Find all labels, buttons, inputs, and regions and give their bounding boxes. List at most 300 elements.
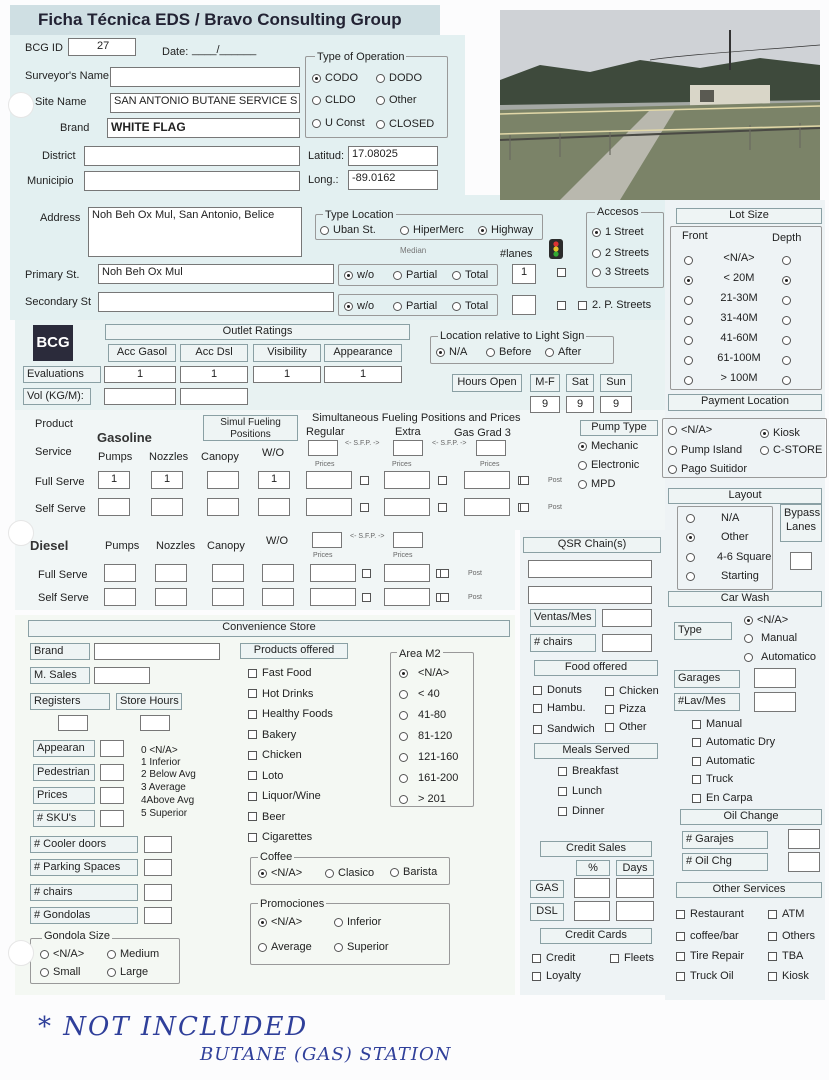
pedestrian-field[interactable] bbox=[100, 764, 124, 781]
appearance-field[interactable] bbox=[100, 740, 124, 757]
radio-icon bbox=[344, 302, 353, 311]
diesel-prices-2: Prices bbox=[393, 552, 413, 559]
lot-front-radio[interactable] bbox=[684, 294, 697, 306]
credit-gas-label: GAS bbox=[530, 880, 564, 898]
hours-mf: M-F bbox=[530, 374, 560, 392]
pump-mechanic[interactable]: Mechanic bbox=[578, 440, 638, 452]
lot-size-option: > 100M bbox=[720, 372, 758, 384]
primary-street-field[interactable]: Noh Beh Ox Mul bbox=[98, 264, 334, 284]
layout-other[interactable]: Other bbox=[686, 531, 749, 543]
diesel-wo-label: W/O bbox=[266, 535, 288, 547]
cw-check-carpa[interactable]: En Carpa bbox=[692, 792, 752, 804]
lot-depth-radio[interactable] bbox=[782, 334, 795, 346]
credit-dsl-label: DSL bbox=[530, 903, 564, 921]
radio-icon bbox=[258, 918, 267, 927]
gas-self-check[interactable] bbox=[360, 503, 369, 512]
access-1[interactable]: 1 Street bbox=[592, 226, 644, 238]
card-fleets[interactable]: Fleets bbox=[610, 952, 654, 964]
cw-na[interactable]: <N/A> bbox=[744, 614, 788, 626]
handwritten-note-1: * NOT INCLUDED bbox=[38, 1012, 309, 1042]
area-option-2[interactable]: 41-80 bbox=[399, 709, 446, 721]
svc-tire[interactable]: Tire Repair bbox=[676, 950, 744, 962]
gas-full-check[interactable] bbox=[438, 476, 447, 485]
area-title: Area M2 bbox=[399, 648, 441, 660]
svc-coffee[interactable]: coffee/bar bbox=[676, 930, 739, 942]
lot-front-radio[interactable] bbox=[684, 274, 697, 286]
food-chicken[interactable]: Chicken bbox=[605, 685, 659, 697]
area-option-5[interactable]: 161-200 bbox=[399, 772, 458, 784]
lot-front-radio[interactable] bbox=[684, 314, 697, 326]
checkbox-icon bbox=[692, 775, 701, 784]
lanes-field[interactable]: 1 bbox=[512, 264, 536, 284]
store-chairs-label: # chairs bbox=[30, 884, 138, 901]
layout-square[interactable]: 4-6 Square bbox=[686, 551, 771, 563]
gas-full-field[interactable]: 1 bbox=[151, 471, 183, 489]
radio-icon bbox=[592, 249, 601, 258]
lot-front-radio[interactable] bbox=[684, 254, 697, 266]
qsr-chairs-label: # chairs bbox=[530, 634, 596, 652]
gas-full-field[interactable] bbox=[207, 471, 239, 489]
gas-self-price[interactable] bbox=[384, 498, 430, 516]
checkbox-icon bbox=[248, 792, 257, 801]
coffee-clasico[interactable]: Clasico bbox=[325, 867, 374, 879]
diesel-full-field[interactable] bbox=[262, 564, 294, 582]
radio-icon bbox=[312, 119, 321, 128]
brand-field[interactable]: WHITE FLAG bbox=[107, 118, 300, 138]
food-other[interactable]: Other bbox=[605, 721, 647, 733]
coffee-na[interactable]: <N/A> bbox=[258, 867, 302, 879]
cw-auto[interactable]: Automatico bbox=[744, 651, 816, 663]
scale-2: 2 Below Avg bbox=[141, 769, 196, 780]
checkbox-icon bbox=[248, 689, 257, 698]
radio-icon bbox=[684, 336, 693, 345]
pump-electronic[interactable]: Electronic bbox=[578, 459, 639, 471]
lanes-field-2[interactable] bbox=[512, 295, 536, 315]
gondola-large[interactable]: Large bbox=[107, 966, 148, 978]
food-sandwich[interactable]: Sandwich bbox=[533, 723, 595, 735]
product-2[interactable]: Healthy Foods bbox=[248, 708, 333, 720]
checkbox-icon bbox=[676, 952, 685, 961]
service-label: Service bbox=[35, 446, 72, 458]
promo-inferior[interactable]: Inferior bbox=[334, 916, 381, 928]
meal-dinner[interactable]: Dinner bbox=[558, 805, 604, 817]
rating-col-gasol: Acc Gasol bbox=[108, 344, 176, 362]
msales-field[interactable] bbox=[94, 667, 150, 684]
diesel-full-price[interactable] bbox=[310, 564, 356, 582]
promo-superior[interactable]: Superior bbox=[334, 941, 389, 953]
two-streets-check-a[interactable] bbox=[557, 301, 566, 310]
lav-field[interactable] bbox=[754, 692, 796, 712]
m1-wo[interactable]: w/o bbox=[344, 269, 374, 281]
card-loyalty[interactable]: Loyalty bbox=[532, 970, 581, 982]
full-serve-label: Full Serve bbox=[35, 476, 85, 488]
op-dodo[interactable]: DODO bbox=[376, 72, 422, 84]
credit-gas-days[interactable] bbox=[616, 878, 654, 898]
post-check[interactable] bbox=[520, 476, 529, 485]
lot-depth-radio[interactable] bbox=[782, 274, 795, 286]
registers-field[interactable] bbox=[58, 715, 88, 731]
hours-sat: Sat bbox=[566, 374, 594, 392]
municipio-field[interactable] bbox=[84, 171, 300, 191]
radio-icon bbox=[40, 968, 49, 977]
rating-appearance-value[interactable]: 1 bbox=[324, 366, 402, 383]
secondary-street-field[interactable] bbox=[98, 292, 334, 312]
lot-depth-radio[interactable] bbox=[782, 374, 795, 386]
product-7[interactable]: Beer bbox=[248, 811, 285, 823]
area-option-1[interactable]: < 40 bbox=[399, 688, 440, 700]
loc-hipermerc[interactable]: HiperMerc bbox=[400, 224, 464, 236]
store-chairs-field[interactable] bbox=[144, 884, 172, 901]
diesel-self-field[interactable] bbox=[104, 588, 136, 606]
checkbox-icon bbox=[248, 669, 257, 678]
checkbox-icon bbox=[676, 932, 685, 941]
radio-icon bbox=[545, 348, 554, 357]
radio-icon bbox=[400, 226, 409, 235]
sfp-2: <- S.F.P. -> bbox=[432, 440, 467, 447]
secondary-street-label: Secondary St bbox=[25, 296, 92, 308]
store-brand-field[interactable] bbox=[94, 643, 220, 660]
appearance-label: Appearan bbox=[33, 740, 95, 757]
pump-mpd[interactable]: MPD bbox=[578, 478, 615, 490]
garages-field[interactable] bbox=[754, 668, 796, 688]
regular-label: Regular bbox=[306, 426, 345, 438]
m2-partial[interactable]: Partial bbox=[393, 300, 437, 312]
scale-1: 1 Inferior bbox=[141, 757, 181, 768]
grad3-label: Gas Grad 3 bbox=[454, 427, 511, 439]
hours-mf-value[interactable]: 9 bbox=[530, 396, 560, 413]
gondola-medium[interactable]: Medium bbox=[107, 948, 159, 960]
credit-pct: % bbox=[576, 860, 610, 876]
checkbox-icon bbox=[248, 812, 257, 821]
qsr-field-1[interactable] bbox=[528, 560, 652, 578]
radio-icon bbox=[782, 296, 791, 305]
bypass-lanes-label: Bypass Lanes bbox=[780, 504, 822, 542]
qsr-title: QSR Chain(s) bbox=[523, 537, 661, 553]
checkbox-icon bbox=[676, 972, 685, 981]
lot-depth-radio[interactable] bbox=[782, 254, 795, 266]
radio-icon bbox=[399, 732, 408, 741]
district-field[interactable] bbox=[84, 146, 300, 166]
promo-title: Promociones bbox=[260, 898, 325, 910]
svc-atm[interactable]: ATM bbox=[768, 908, 804, 920]
post-check[interactable] bbox=[440, 593, 449, 602]
gondola-na[interactable]: <N/A> bbox=[40, 948, 84, 960]
meal-lunch[interactable]: Lunch bbox=[558, 785, 602, 797]
area-option-6[interactable]: > 201 bbox=[399, 793, 446, 805]
area-option-3[interactable]: 81-120 bbox=[399, 730, 452, 742]
gas-full-price[interactable] bbox=[306, 471, 352, 489]
extra-label: Extra bbox=[395, 426, 421, 438]
primary-street-label: Primary St. bbox=[25, 269, 80, 281]
store-brand-label: Brand bbox=[30, 643, 90, 660]
radio-icon bbox=[684, 256, 693, 265]
radio-icon bbox=[760, 446, 769, 455]
canopy-label: Canopy bbox=[201, 451, 239, 463]
lot-front-radio[interactable] bbox=[684, 374, 697, 386]
cw-check-truck[interactable]: Truck bbox=[692, 773, 733, 785]
gas-self-price[interactable] bbox=[464, 498, 510, 516]
vol-gasol[interactable] bbox=[104, 388, 176, 405]
bcg-id-field[interactable]: 27 bbox=[68, 38, 136, 56]
garajes-label: # Garajes bbox=[682, 831, 768, 849]
layout-title: Layout bbox=[668, 488, 822, 504]
rating-gasol-value[interactable]: 1 bbox=[104, 366, 176, 383]
pay-pago[interactable]: Pago Suitidor bbox=[668, 463, 747, 475]
radio-icon bbox=[334, 943, 343, 952]
skus-field[interactable] bbox=[100, 810, 124, 827]
pay-pump-island[interactable]: Pump Island bbox=[668, 444, 742, 456]
radio-icon bbox=[744, 616, 753, 625]
loc-urban[interactable]: Uban St. bbox=[320, 224, 376, 236]
area-option-4[interactable]: 121-160 bbox=[399, 751, 458, 763]
op-closed[interactable]: CLOSED bbox=[376, 118, 434, 130]
pay-kiosk[interactable]: Kiosk bbox=[760, 427, 800, 439]
diesel-full-price[interactable] bbox=[384, 564, 430, 582]
radio-icon bbox=[393, 271, 402, 280]
pay-cstore[interactable]: C-STORE bbox=[760, 444, 822, 456]
radio-icon bbox=[436, 348, 445, 357]
store-hours-field[interactable] bbox=[140, 715, 170, 731]
cooler-label: # Cooler doors bbox=[30, 836, 138, 853]
gas-self-field[interactable] bbox=[207, 498, 239, 516]
gasoline-label: Gasoline bbox=[97, 430, 152, 445]
longitude-field[interactable]: -89.0162 bbox=[348, 170, 438, 190]
oil-title: Oil Change bbox=[680, 809, 822, 825]
credit-dsl-pct[interactable] bbox=[574, 901, 610, 921]
location-title: Type Location bbox=[325, 209, 394, 221]
vol-dsl[interactable] bbox=[180, 388, 248, 405]
sign-before[interactable]: Before bbox=[486, 346, 531, 358]
access-2[interactable]: 2 Streets bbox=[592, 247, 649, 259]
gas-full-check[interactable] bbox=[360, 476, 369, 485]
punch-hole-3 bbox=[8, 940, 34, 966]
cw-check-automatic[interactable]: Automatic bbox=[692, 755, 755, 767]
radio-icon bbox=[399, 711, 408, 720]
diesel-full-check[interactable] bbox=[362, 569, 371, 578]
checkbox-icon bbox=[558, 787, 567, 796]
post-label: Post bbox=[548, 477, 563, 484]
regular-sfp-box[interactable] bbox=[308, 440, 338, 456]
radio-icon bbox=[578, 480, 587, 489]
gas-self-check[interactable] bbox=[438, 503, 447, 512]
product-label: Product bbox=[35, 418, 73, 430]
svc-kiosk[interactable]: Kiosk bbox=[768, 970, 809, 982]
op-cldo[interactable]: CLDO bbox=[312, 94, 356, 106]
gas-self-price[interactable] bbox=[306, 498, 352, 516]
food-pizza[interactable]: Pizza bbox=[605, 703, 646, 715]
diesel-sfp: <- S.F.P. -> bbox=[350, 533, 385, 540]
sign-after[interactable]: After bbox=[545, 346, 581, 358]
layout-starting[interactable]: Starting bbox=[686, 570, 759, 582]
gas-self-field[interactable] bbox=[151, 498, 183, 516]
lot-depth-radio[interactable] bbox=[782, 314, 795, 326]
sim-title: Simultaneous Fueling Positions and Prices bbox=[312, 412, 521, 424]
radio-icon bbox=[782, 316, 791, 325]
loc-highway[interactable]: Highway bbox=[478, 224, 533, 236]
ventas-field[interactable] bbox=[602, 609, 652, 627]
food-hambu[interactable]: Hambu. bbox=[533, 702, 586, 714]
ventas-label: Ventas/Mes bbox=[530, 609, 596, 627]
meal-breakfast[interactable]: Breakfast bbox=[558, 765, 618, 777]
site-name-field[interactable]: SAN ANTONIO BUTANE SERVICE S bbox=[110, 93, 300, 113]
oil-chg-field[interactable] bbox=[788, 852, 820, 872]
credit-sales-title: Credit Sales bbox=[540, 841, 652, 857]
sign-na[interactable]: N/A bbox=[436, 346, 467, 358]
m2-total[interactable]: Total bbox=[452, 300, 488, 312]
radio-icon bbox=[686, 514, 695, 523]
access-3[interactable]: 3 Streets bbox=[592, 266, 649, 278]
hours-sat-value[interactable]: 9 bbox=[566, 396, 594, 413]
diesel-self-field[interactable] bbox=[212, 588, 244, 606]
product-8[interactable]: Cigarettes bbox=[248, 831, 312, 843]
lot-depth-radio[interactable] bbox=[782, 294, 795, 306]
gas-self-field[interactable] bbox=[98, 498, 130, 516]
op-codo[interactable]: CODO bbox=[312, 72, 358, 84]
gondola-small[interactable]: Small bbox=[40, 966, 81, 978]
diesel-self-price[interactable] bbox=[384, 588, 430, 606]
credit-dsl-days[interactable] bbox=[616, 901, 654, 921]
diesel-self-price[interactable] bbox=[310, 588, 356, 606]
svc-truck-oil[interactable]: Truck Oil bbox=[676, 970, 734, 982]
credit-gas-pct[interactable] bbox=[574, 878, 610, 898]
lot-front-radio[interactable] bbox=[684, 354, 697, 366]
hours-sun-value[interactable]: 9 bbox=[600, 396, 632, 413]
pumps-label: Pumps bbox=[98, 451, 133, 463]
two-streets[interactable]: 2. P. Streets bbox=[578, 299, 651, 311]
extra-sfp-box[interactable] bbox=[393, 440, 423, 456]
radio-icon bbox=[668, 465, 677, 474]
layout-na[interactable]: N/A bbox=[686, 512, 739, 524]
svc-restaurant[interactable]: Restaurant bbox=[676, 908, 744, 920]
diesel-self-field[interactable] bbox=[155, 588, 187, 606]
cooler-field[interactable] bbox=[144, 836, 172, 853]
op-uconst[interactable]: U Const bbox=[312, 117, 365, 129]
address-field[interactable]: Noh Beh Ox Mul, San Antonio, Belice bbox=[88, 207, 302, 257]
promo-na[interactable]: <N/A> bbox=[258, 916, 302, 928]
checkbox-icon bbox=[610, 954, 619, 963]
m1-partial[interactable]: Partial bbox=[393, 269, 437, 281]
qsr-chairs-field[interactable] bbox=[602, 634, 652, 652]
cw-check-manual[interactable]: Manual bbox=[692, 718, 742, 730]
grad3-sfp-box[interactable] bbox=[476, 440, 506, 456]
post-check[interactable] bbox=[440, 569, 449, 578]
m2-wo[interactable]: w/o bbox=[344, 300, 374, 312]
checkbox-icon bbox=[768, 932, 777, 941]
garajes-field[interactable] bbox=[788, 829, 820, 849]
diesel-self-check[interactable] bbox=[362, 593, 371, 602]
lot-size-option: 61-100M bbox=[717, 352, 761, 364]
checkbox-icon bbox=[248, 710, 257, 719]
radio-icon bbox=[399, 690, 408, 699]
punch-hole-1 bbox=[8, 92, 34, 118]
product-0[interactable]: Fast Food bbox=[248, 667, 312, 679]
lanes-check[interactable] bbox=[557, 268, 566, 277]
radio-icon bbox=[782, 336, 791, 345]
svc-tba[interactable]: TBA bbox=[768, 950, 803, 962]
checkbox-icon bbox=[558, 767, 567, 776]
diesel-full-field[interactable] bbox=[104, 564, 136, 582]
cw-manual[interactable]: Manual bbox=[744, 632, 797, 644]
gondolas-field[interactable] bbox=[144, 907, 172, 924]
m1-total[interactable]: Total bbox=[452, 269, 488, 281]
rating-dsl-value[interactable]: 1 bbox=[180, 366, 248, 383]
checkbox-icon bbox=[533, 704, 542, 713]
op-other[interactable]: Other bbox=[376, 94, 417, 106]
hours-sun: Sun bbox=[600, 374, 632, 392]
diesel-full-field[interactable] bbox=[155, 564, 187, 582]
post-check[interactable] bbox=[520, 503, 529, 512]
diesel-full-field[interactable] bbox=[212, 564, 244, 582]
lot-front-radio[interactable] bbox=[684, 334, 697, 346]
card-credit[interactable]: Credit bbox=[532, 952, 575, 964]
radio-icon bbox=[325, 869, 334, 878]
checkbox-icon bbox=[532, 954, 541, 963]
product-6[interactable]: Liquor/Wine bbox=[248, 790, 321, 802]
checkbox-icon bbox=[248, 833, 257, 842]
product-5[interactable]: Loto bbox=[248, 770, 283, 782]
prices-field[interactable] bbox=[100, 787, 124, 804]
radio-icon bbox=[782, 356, 791, 365]
latitude-field[interactable]: 17.08025 bbox=[348, 146, 438, 166]
diesel-sfp-box-1[interactable] bbox=[312, 532, 342, 548]
radio-icon bbox=[684, 356, 693, 365]
radio-icon bbox=[668, 426, 677, 435]
diesel-self-field[interactable] bbox=[262, 588, 294, 606]
checkbox-icon bbox=[676, 910, 685, 919]
radio-icon bbox=[684, 376, 693, 385]
parking-field[interactable] bbox=[144, 859, 172, 876]
gas-self-field[interactable] bbox=[258, 498, 290, 516]
pay-na[interactable]: <N/A> bbox=[668, 424, 712, 436]
promo-average[interactable]: Average bbox=[258, 941, 312, 953]
radio-icon bbox=[312, 74, 321, 83]
municipio-label: Municipio bbox=[27, 175, 74, 187]
lot-depth-radio[interactable] bbox=[782, 354, 795, 366]
diesel-sfp-box-2[interactable] bbox=[393, 532, 423, 548]
payment-title: Payment Location bbox=[668, 394, 822, 411]
svc-others[interactable]: Others bbox=[768, 930, 815, 942]
lot-size-option: 31-40M bbox=[720, 312, 758, 324]
gas-full-price[interactable] bbox=[464, 471, 510, 489]
product-3[interactable]: Bakery bbox=[248, 729, 296, 741]
gas-full-price[interactable] bbox=[384, 471, 430, 489]
site-photo bbox=[500, 10, 820, 200]
prices-2: Prices bbox=[392, 461, 412, 468]
radio-icon bbox=[107, 968, 116, 977]
cw-check-dry[interactable]: Automatic Dry bbox=[692, 736, 775, 748]
store-hours-label: Store Hours bbox=[116, 693, 182, 710]
promo-group bbox=[250, 903, 450, 965]
food-donuts[interactable]: Donuts bbox=[533, 684, 582, 696]
qsr-field-2[interactable] bbox=[528, 586, 652, 604]
rating-visibility-value[interactable]: 1 bbox=[253, 366, 321, 383]
checkbox-icon bbox=[692, 757, 701, 766]
lot-size-title: Lot Size bbox=[676, 208, 822, 224]
product-1[interactable]: Hot Drinks bbox=[248, 688, 313, 700]
radio-icon bbox=[334, 918, 343, 927]
radio-icon bbox=[578, 442, 587, 451]
area-option-0[interactable]: <N/A> bbox=[399, 667, 449, 679]
gas-full-field[interactable]: 1 bbox=[258, 471, 290, 489]
address-label: Address bbox=[40, 212, 81, 224]
product-4[interactable]: Chicken bbox=[248, 749, 302, 761]
coffee-barista[interactable]: Barista bbox=[390, 866, 437, 878]
surveyor-field[interactable] bbox=[110, 67, 300, 87]
handwritten-note-2: BUTANE (GAS) STATION bbox=[200, 1044, 452, 1065]
gas-full-field[interactable]: 1 bbox=[98, 471, 130, 489]
bypass-lanes-field[interactable] bbox=[790, 552, 812, 570]
meals-title: Meals Served bbox=[534, 743, 658, 759]
